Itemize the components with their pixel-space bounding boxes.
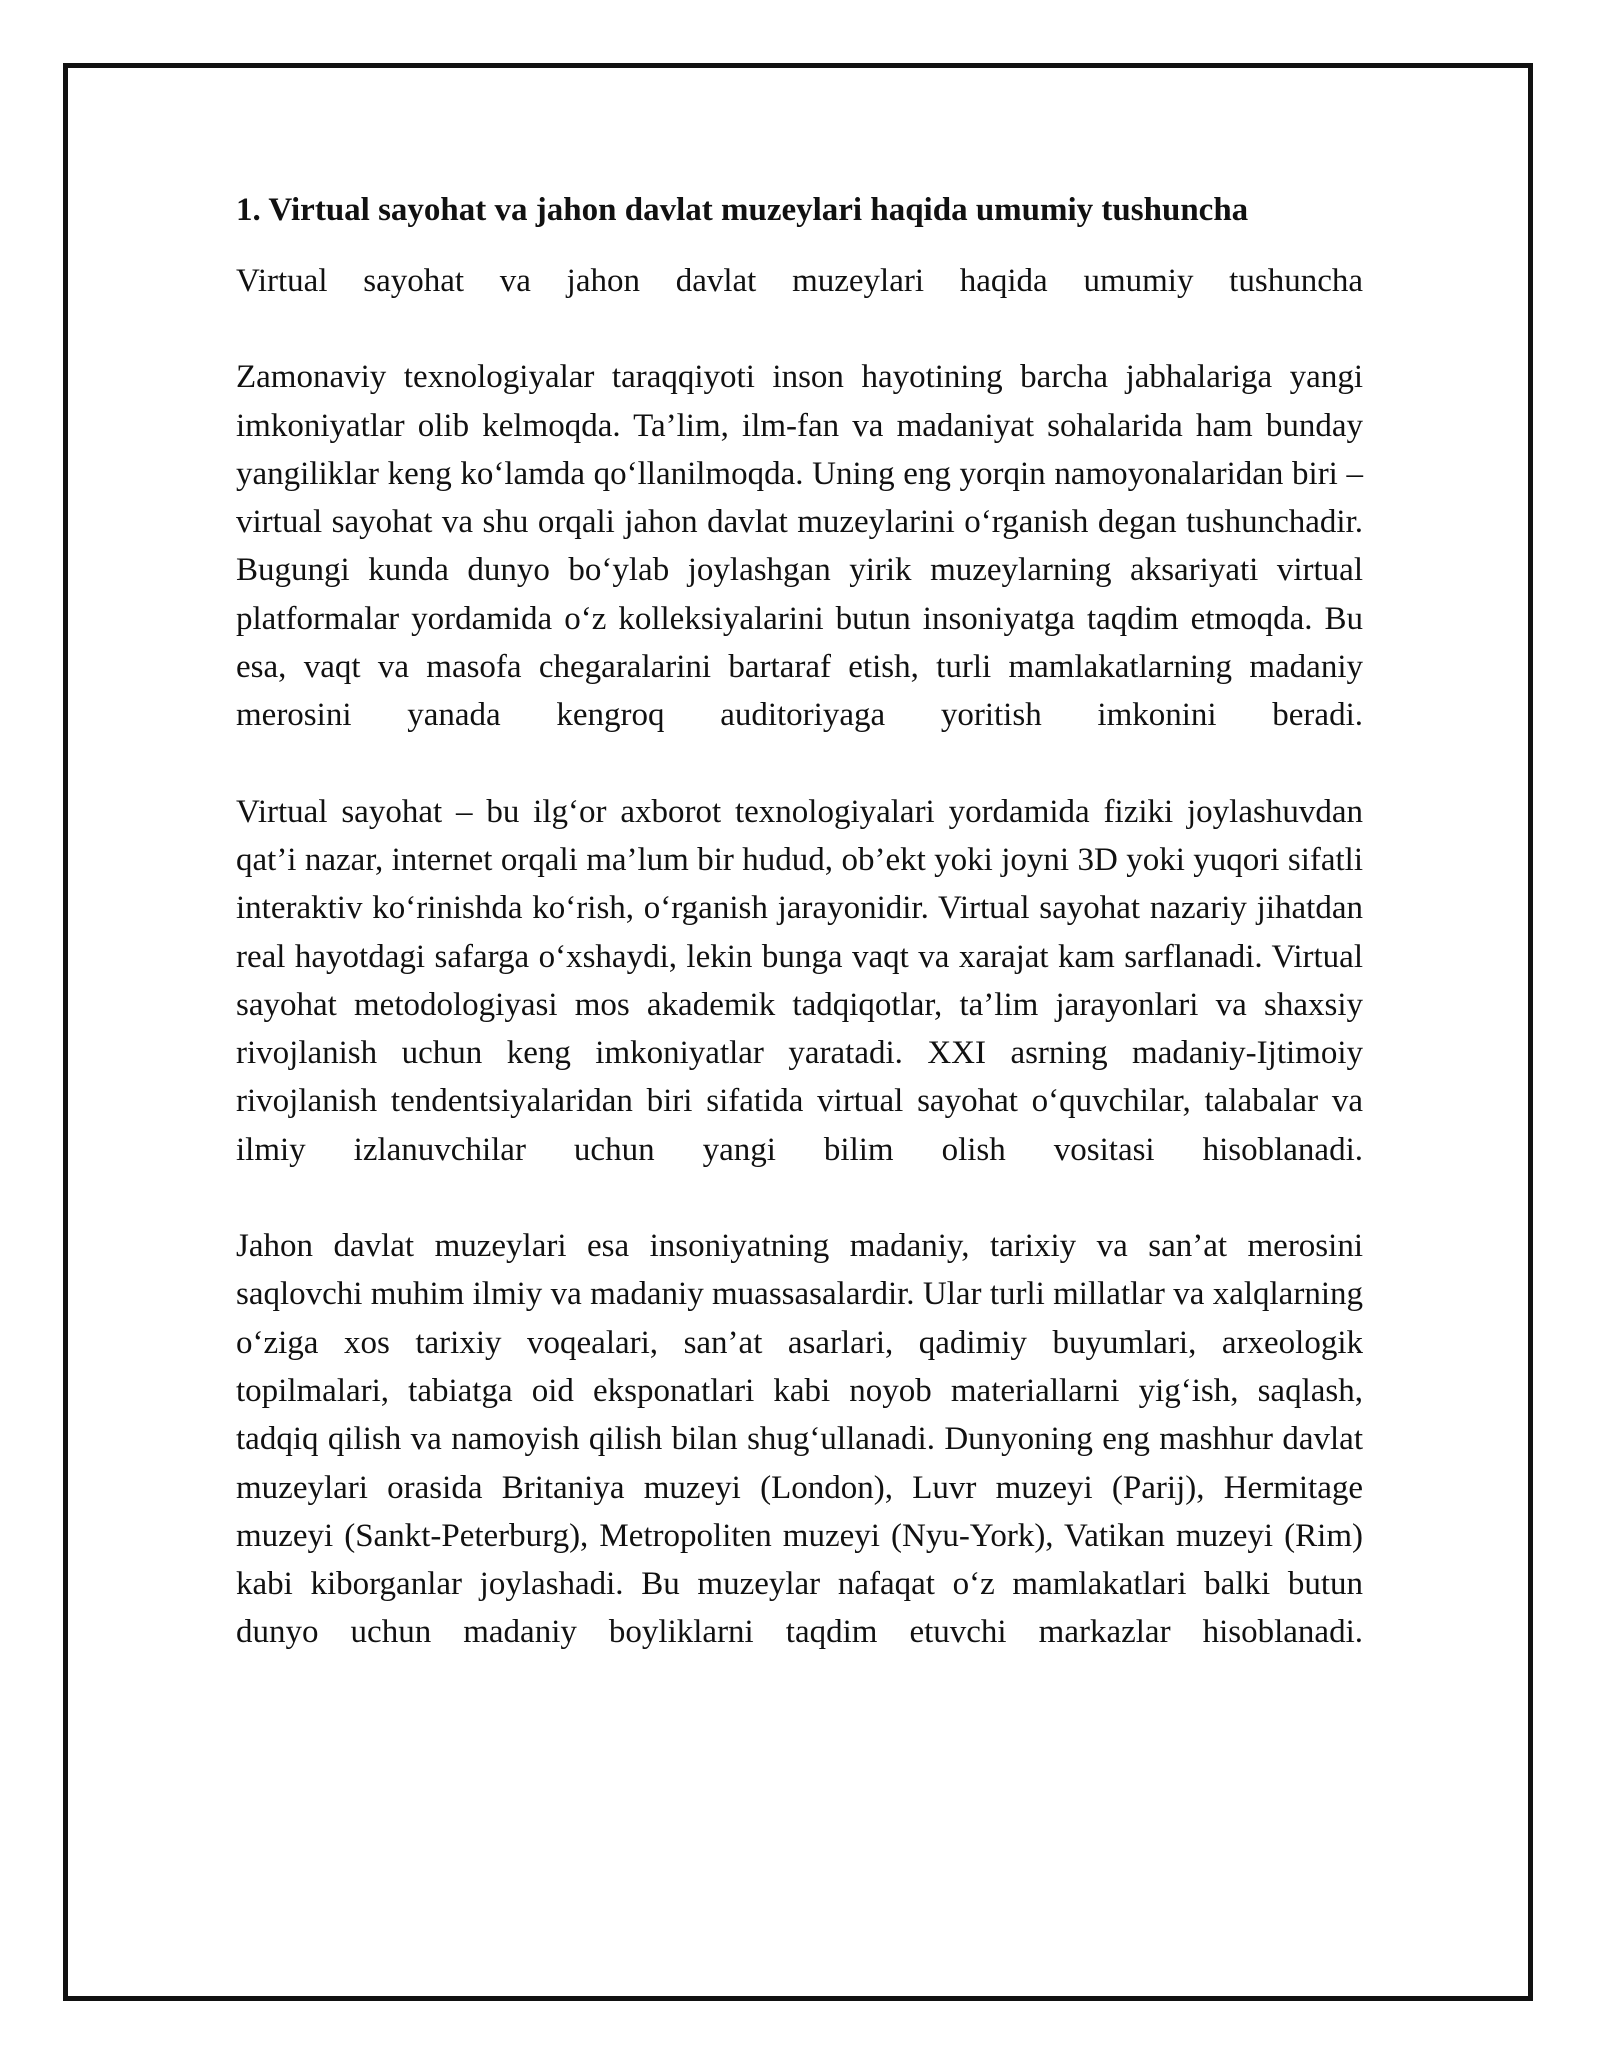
paragraph-intro: Zamonaviy texnologiyalar taraqqiyoti inson hayotining barcha jabhalariga yangi imkoniyatlar olib kelmoqda. Ta’lim, ilm-fan va madaniyat sohalarida ham bunday yangiliklar keng ko‘lamda qo‘llanilmoqda. Uning eng yorqin namoyonalaridan biri – virtual sayohat va shu orqali jahon davlat muzeylarini o‘rganish degan tushunchadir. Bugungi kunda dunyo bo‘ylab joylashgan yirik muzeylarning aksariyati virtual platformalar yordamida o‘z kolleksiyalarini butun insoniyatga taqdim etmoqda. Bu esa, vaqt va masofa chegaralarini bartaraf etish, turli mamlakatlarning madaniy merosini yanada kengroq auditoriyaga yoritish imkonini beradi. [236, 359, 1363, 734]
paragraph-virtual-travel: Virtual sayohat – bu ilg‘or axborot texnologiyalari yordamida fiziki joylashuvdan qat’i nazar, internet orqali ma’lum bir hudud, ob’ekt yoki joyni 3D yoki yuqori sifatli interaktiv ko‘rinishda ko‘rish, o‘rganish jarayonidir. Virtual sayohat nazariy jihatdan real hayotdagi safarga o‘xshaydi, lekin bunga vaqt va xarajat kam sarflanadi. Virtual sayohat metodologiyasi mos akademik tadqiqotlar, ta’lim jarayonlari va shaxsiy rivojlanish uchun keng imkoniyatlar yaratadi. XXI asrning madaniy-Ijtimoiy rivojlanish tendentsiyalaridan biri sifatida virtual sayohat o‘quvchilar, talabalar va ilmiy izlanuvchilar uchun yangi bilim olish vositasi hisoblanadi. [236, 793, 1363, 1168]
paragraph-subtitle: Virtual sayohat va jahon davlat muzeylari haqida umumiy tushuncha [236, 263, 1363, 299]
document-body [236, 186, 1363, 1705]
section-heading: 1. Virtual sayohat va jahon davlat muzeylari haqida umumiy tushuncha [236, 192, 1249, 228]
paragraph-world-museums: Jahon davlat muzeylari esa insoniyatning madaniy, tarixiy va san’at merosini saqlovchi muhim ilmiy va madaniy muassasalardir. Ular turli millatlar va xalqlarning o‘ziga xos tarixiy voqealari, san’at asarlari, qadimiy buyumlari, arxeologik topilmalari, tabiatga oid eksponatlari kabi noyob materiallarni yig‘ish, saqlash, tadqiq qilish va namoyish qilish bilan shug‘ullanadi. Dunyoning eng mashhur davlat muzeylari orasida Britaniya muzeyi (London), Luvr muzeyi (Parij), Hermitage muzeyi (Sankt-Peterburg), Metropoliten muzeyi (Nyu-York), Vatikan muzeyi (Rim) kabi kiborganlar joylashadi. Bu muzeylar nafaqat o‘z mamlakatlari balki butun dunyo uchun madaniy boyliklarni taqdim etuvchi markazlar hisoblanadi. [236, 1228, 1363, 1651]
